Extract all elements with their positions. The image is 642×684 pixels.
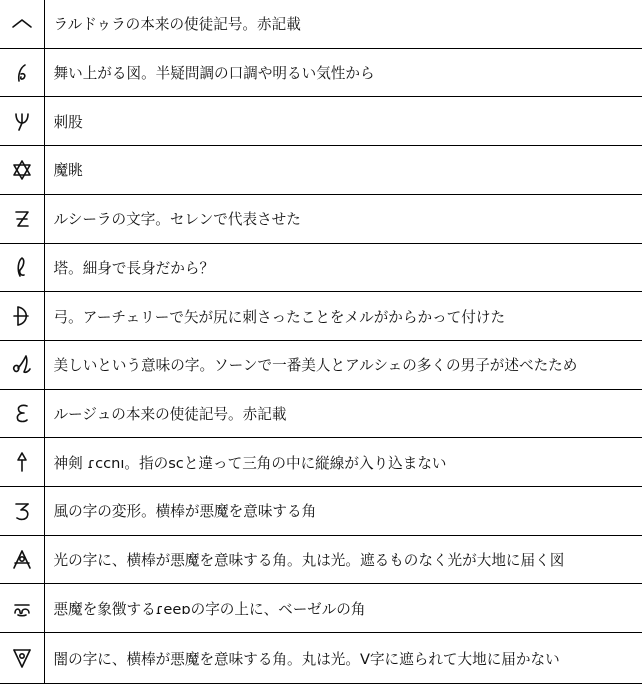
table-row [0, 535, 642, 584]
glyph-cell [0, 48, 44, 97]
glyph-cell [0, 146, 44, 195]
glyph-cell [0, 243, 44, 292]
description-cell: 風の字の変形。横棒が悪魔を意味する角 [44, 487, 642, 536]
epsilon-symbol-icon [9, 400, 35, 426]
upward-arrow-symbol-icon [9, 449, 35, 475]
cursive-loop-symbol-icon [9, 352, 35, 378]
table-row [0, 0, 642, 48]
description-cell: 舞い上がる図。半疑問調の口調や明るい気性から [44, 48, 642, 97]
description-cell: ラルドゥラの本来の使徒記号。赤記載 [44, 0, 642, 48]
horned-wave-symbol-icon [9, 595, 35, 621]
table-row [0, 584, 642, 633]
glyph-cell [0, 194, 44, 243]
glyph-cell [0, 438, 44, 487]
description-cell: 弓。アーチェリーで矢が尻に刺さったことをメルがからかって付けた [44, 292, 642, 341]
description-cell: 刺股 [44, 97, 642, 146]
glyph-cell [0, 584, 44, 633]
table-row [0, 487, 642, 536]
hook-stroke-symbol-icon [9, 60, 35, 86]
table-row [0, 633, 642, 684]
strung-bow-symbol-icon [9, 303, 35, 329]
glyph-cell [0, 487, 44, 536]
description-cell: 神剣 ɾccnı。指のscと違って三角の中に縦線が入り込まない [44, 438, 642, 487]
triangle-bar-symbol-icon [9, 547, 35, 573]
glyph-cell [0, 292, 44, 341]
glyph-cell [0, 535, 44, 584]
glyph-cell [0, 0, 44, 48]
description-cell: 悪魔を象徴するɾeeɒの字の上に、ベーゼルの角 [44, 584, 642, 633]
description-cell: 光の字に、横棒が悪魔を意味する角。丸は光。遮るものなく光が大地に届く図 [44, 535, 642, 584]
description-cell: 塔。細身で長身だから？ [44, 243, 642, 292]
table-row [0, 243, 642, 292]
description-cell: 闇の字に、横棒が悪魔を意味する角。丸は光。V字に遮られて大地に届かない [44, 633, 642, 684]
caret-symbol-icon [9, 11, 35, 37]
glyph-cell [0, 97, 44, 146]
description-cell: ルージュの本来の使徒記号。赤記載 [44, 389, 642, 438]
table-row [0, 340, 642, 389]
table-row [0, 389, 642, 438]
table-row [0, 292, 642, 341]
inverted-triangle-bar-symbol-icon [9, 645, 35, 671]
table-row [0, 194, 642, 243]
crossed-z-symbol-icon [9, 206, 35, 232]
table-row [0, 97, 642, 146]
description-cell: 魔眺 [44, 146, 642, 195]
three-curve-symbol-icon [9, 498, 35, 524]
description-cell: 美しいという意味の字。ソーンで一番美人とアルシェの多くの男子が述べたため [44, 340, 642, 389]
tall-loop-symbol-icon [9, 254, 35, 280]
hexagram-symbol-icon [9, 157, 35, 183]
glyph-cell [0, 340, 44, 389]
table-row [0, 146, 642, 195]
glyph-cell [0, 389, 44, 438]
table-row [0, 438, 642, 487]
glyph-cell [0, 633, 44, 684]
description-cell: ルシーラの文字。セレンで代表させた [44, 194, 642, 243]
table-row [0, 48, 642, 97]
trident-fork-symbol-icon [9, 108, 35, 134]
